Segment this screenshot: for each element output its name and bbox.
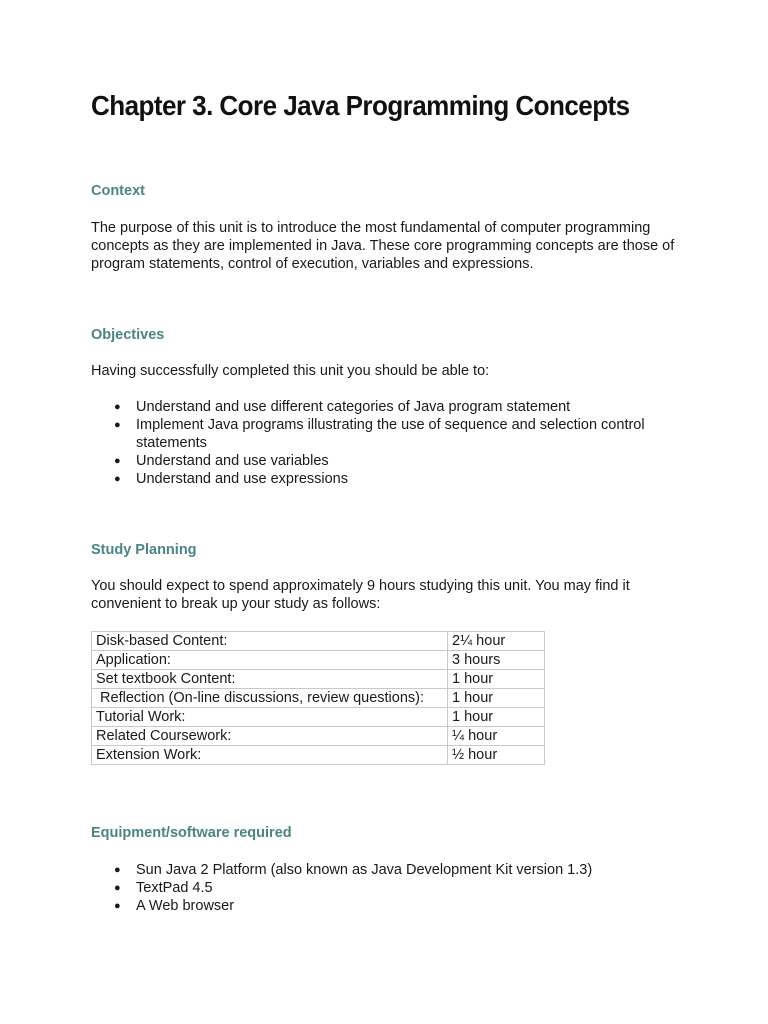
table-cell-duration: 3 hours xyxy=(448,651,545,670)
table-cell-duration: 1 hour xyxy=(448,708,545,727)
bullet-icon: ● xyxy=(114,455,121,467)
study-plan-table xyxy=(91,631,545,765)
equipment-list xyxy=(91,861,681,915)
list-item xyxy=(91,416,681,452)
list-item-text: A Web browser xyxy=(136,898,235,914)
table-row xyxy=(92,727,545,746)
study-planning-intro: You should expect to spend approximately 9 hours studying this unit. You may find it convenient to break up your study as follows: xyxy=(91,578,630,612)
bullet-icon: ● xyxy=(114,401,121,413)
list-item-text: Understand and use expressions xyxy=(136,471,348,487)
list-item xyxy=(91,861,681,879)
table-row xyxy=(92,670,545,689)
context-heading: Context xyxy=(91,183,145,199)
table-cell-duration: 1 hour xyxy=(448,689,545,708)
list-item-text: TextPad 4.5 xyxy=(136,880,213,896)
table-row xyxy=(92,746,545,765)
table-cell-activity: Application: xyxy=(92,651,448,670)
table-cell-duration: 1 hour xyxy=(448,670,545,689)
list-item-text: Sun Java 2 Platform (also known as Java Development Kit version 1.3) xyxy=(136,862,593,878)
table-cell-duration: ¼ hour xyxy=(448,727,545,746)
list-item-text: Understand and use variables xyxy=(136,453,329,469)
equipment-heading: Equipment/software required xyxy=(91,825,292,841)
objectives-heading: Objectives xyxy=(91,327,165,343)
table-cell-duration: 2¼ hour xyxy=(448,632,545,651)
bullet-icon: ● xyxy=(114,882,121,894)
table-cell-duration: ½ hour xyxy=(448,746,545,765)
table-cell-activity: Disk-based Content: xyxy=(92,632,448,651)
table-cell-activity: Related Coursework: xyxy=(92,727,448,746)
list-item-text: Understand and use different categories of Java program statement xyxy=(136,399,571,415)
study-planning-heading: Study Planning xyxy=(91,542,197,558)
table-cell-activity: Reflection (On-line discussions, review questions): xyxy=(92,689,448,708)
bullet-icon: ● xyxy=(114,864,121,876)
table-cell-activity: Tutorial Work: xyxy=(92,708,448,727)
list-item xyxy=(91,398,681,416)
objectives-intro: Having successfully completed this unit you should be able to: xyxy=(91,363,490,379)
list-item xyxy=(91,879,681,897)
page-title: Chapter 3. Core Java Programming Concepts xyxy=(91,90,630,121)
list-item-text: Implement Java programs illustrating the use of sequence and selection control statements xyxy=(136,417,645,451)
table-row xyxy=(92,708,545,727)
list-item xyxy=(91,897,681,915)
table-cell-activity: Set textbook Content: xyxy=(92,670,448,689)
bullet-icon: ● xyxy=(114,900,121,912)
table-row xyxy=(92,632,545,651)
table-row xyxy=(92,689,545,708)
table-row xyxy=(92,651,545,670)
bullet-icon: ● xyxy=(114,473,121,485)
context-paragraph: The purpose of this unit is to introduce the most fundamental of computer programming concepts as they are implemented in Java. These core programming concepts are those of program statements, control of execution, variables and expressions. xyxy=(91,220,675,272)
list-item xyxy=(91,452,681,470)
list-item xyxy=(91,470,681,488)
bullet-icon: ● xyxy=(114,419,121,431)
objectives-list xyxy=(91,398,681,488)
table-cell-activity: Extension Work: xyxy=(92,746,448,765)
